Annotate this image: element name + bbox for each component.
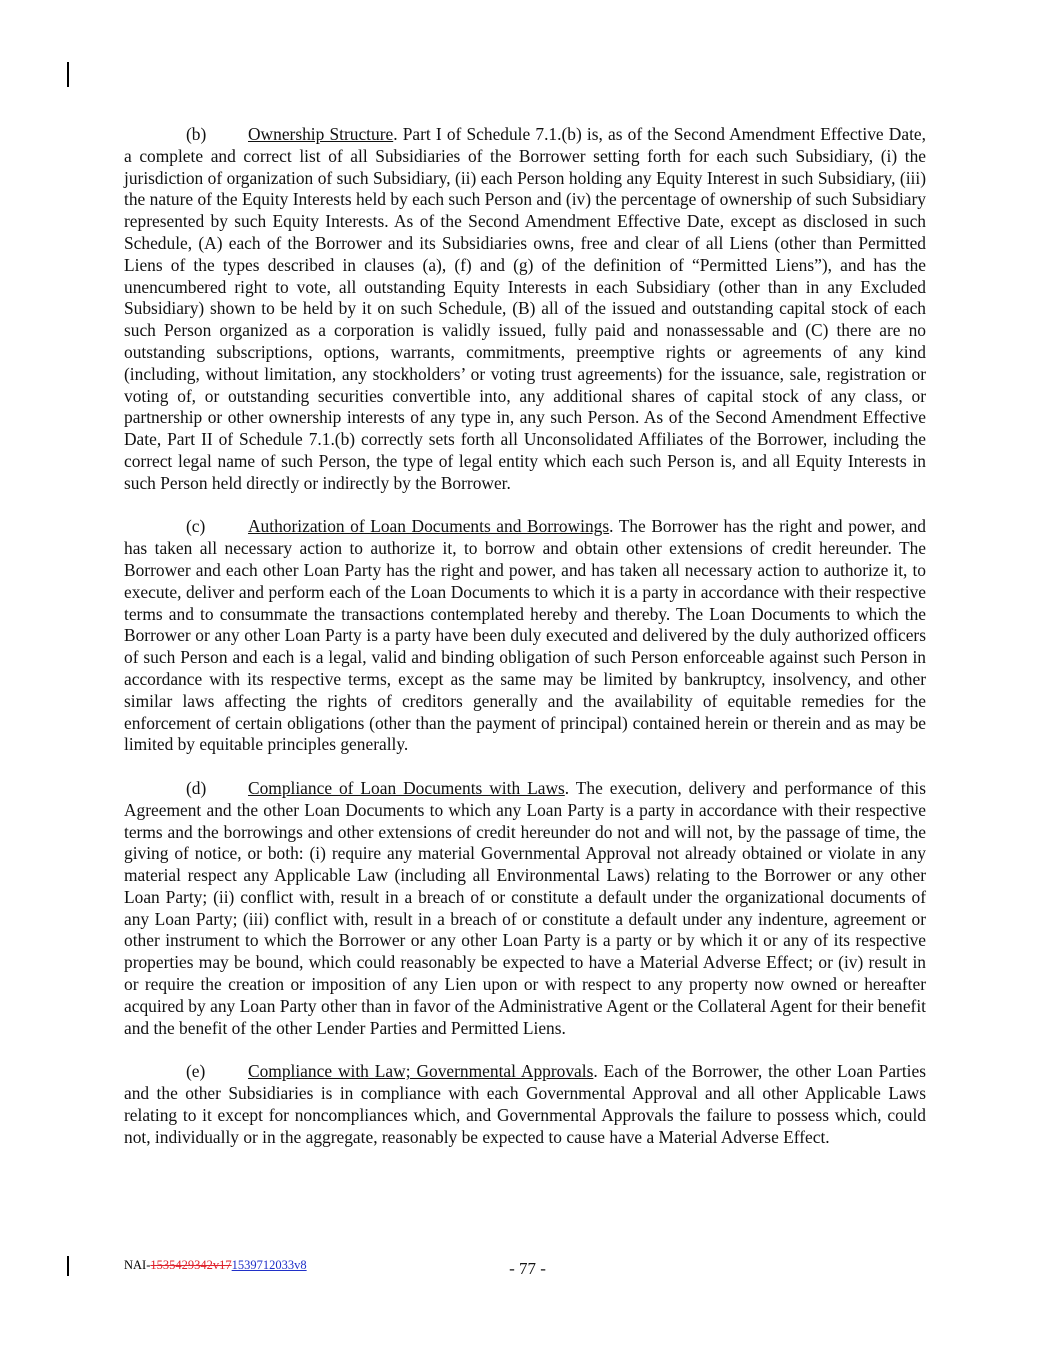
section-text: . Part I of Schedule 7.1.(b) is, as of the Second Amendment Effective Date, a complete and correct list of all Subsidiaries of the Borrower setting forth for each such Subsidiary, (i) the jurisdiction of organization of such Subsidiary, (ii) each Person holding any Equity Interest in such Subsidiary, (iii) the nature of the Equity Interests held by each such Person and (iv) the percentage of ownership of such Subsidiary represented by such Equity Interests. As of the Second Amendment Effective Date, except as disclosed in such Schedule, (A) each of the Borrower and its Subsidiaries owns, free and clear of all Liens (other than Permitted Liens of the types described in clauses (a), (f) and (g) of the definition of “Permitted Liens”), and has the unencumbered right to vote, all outstanding Equity Interests in each Subsidiary (other than in any Excluded Subsidiary) shown to be held by it on such Schedule, (B) all of the issued and outstanding capital stock of each such Person organized as a corporation is validly issued, fully paid and nonassessable and (C) there are no outstanding subscriptions, options, warrants, commitments, preemptive rights or agreements of any kind (including, without limitation, any stockholders’ or voting trust agreements) for the issuance, sale, registration or voting of, or outstanding securities convertible into, any additional shares of capital stock of any class, or partnership or other ownership interests of any type in, any such Person. As of the Second Amendment Effective Date, Part II of Schedule 7.1.(b) correctly sets forth all Unconsolidated Affiliates of the Borrower, including the correct legal name of such Person, the type of legal entity which each such Person is, and all Equity Interests in such Person held directly or indirectly by the Borrower. <box>124 124 926 493</box>
page-number: - 77 - <box>509 1259 546 1278</box>
section-heading: Compliance of Loan Documents with Laws <box>248 777 565 798</box>
inserted-doc-id: 1539712033v8 <box>231 1258 307 1272</box>
doc-prefix: NAI- <box>124 1258 151 1272</box>
section-d-compliance-loan-documents <box>124 778 926 1040</box>
section-c-authorization <box>124 516 926 756</box>
section-text: . Each of the Borrower, the other Loan Parties and the other Subsidiaries is in compliance with each Governmental Approval and all other Applicable Laws relating to it except for noncompliances which, and Governmental Approvals the failure to possess which, could not, individually or in the aggregate, reasonably be expected to cause have a Material Adverse Effect. <box>124 1061 926 1147</box>
section-heading: Compliance with Law; Governmental Approvals <box>248 1061 594 1082</box>
section-text: . The Borrower has the right and power, and has taken all necessary action to authorize it, to borrow and obtain other extensions of credit hereunder. The Borrower and each other Loan Party has the right and power, and has taken all necessary action to authorize it, to execute, deliver and perform each of the Loan Documents to which it is a party in accordance with their respective terms and to consummate the transactions contemplated hereby and thereby. The Loan Documents to which the Borrower or any other Loan Party is a party have been duly executed and delivered by the duly authorized officers of such Person and each is a legal, valid and binding obligation of such Person enforceable against such Person in accordance with its respective terms, except as the same may be limited by bankruptcy, insolvency, and other similar laws affecting the rights of creditors generally and the availability of equitable remedies for the enforcement of certain obligations (other than the payment of principal) contained herein or therein and as may be limited by equitable principles generally. <box>124 516 926 755</box>
section-b-ownership-structure <box>124 124 926 495</box>
section-label: (b) <box>186 124 207 144</box>
section-e-compliance-with-law <box>124 1061 926 1148</box>
section-heading: Ownership Structure <box>248 124 394 144</box>
section-label: (c) <box>186 516 206 537</box>
document-body <box>124 124 926 1170</box>
section-label: (d) <box>186 777 207 798</box>
section-text: . The execution, delivery and performance of this Agreement and the other Loan Documents to which any Loan Party is a party in accordance with their respective terms and the borrowings and other extensions of credit hereunder do not and will not, by the passage of time, the giving of notice, or both: (i) require any material Governmental Approval not already obtained or violate in any material respect any Applicable Law (including all Environmental Laws) relating to the Borrower or any other Loan Party; (ii) conflict with, result in a breach of or constitute a default under the organizational documents of any Loan Party; (iii) conflict with, result in a breach of or constitute a default under any indenture, agreement or other instrument to which the Borrower or any other Loan Party is a party or by which it or any of its respective properties may be bound, which could reasonably be expected to have a Material Adverse Effect; or (iv) result in or require the creation or imposition of any Lien upon or with respect to any property now owned or hereafter acquired by any Loan Party other than in favor of the Administrative Agent or the Collateral Agent for their benefit and the benefit of the other Lender Parties and Permitted Liens. <box>124 777 926 1038</box>
change-bar-top <box>67 62 69 87</box>
section-heading: Authorization of Loan Documents and Borrowings <box>248 516 610 537</box>
section-label: (e) <box>186 1061 206 1082</box>
deleted-doc-id: 1535429342v17 <box>150 1258 232 1272</box>
